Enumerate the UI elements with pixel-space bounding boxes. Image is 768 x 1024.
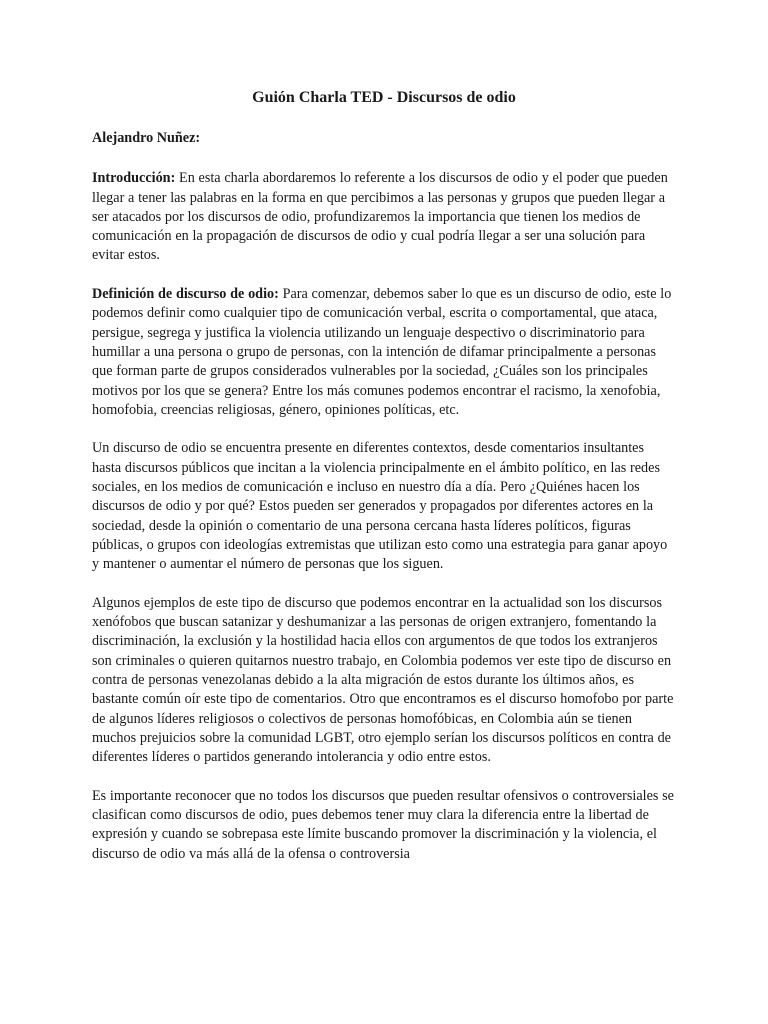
paragraph-lead: Definición de discurso de odio: (92, 286, 279, 303)
paragraph-contextos (92, 439, 676, 574)
paragraph-libertad-expresion (92, 787, 676, 864)
paragraph-text: Un discurso de odio se encuentra presente en diferentes contextos, desde comentarios insultantes hasta discursos públicos que incitan a la violencia principalmente en el ámbito político, en las redes sociales, en los medios de comunicación e incluso en nuestro día a día. Pero ¿Quiénes hacen los discursos de odio y por qué? Estos pueden ser generados y propagados por diferentes actores en la sociedad, desde la opinión o comentario de una persona cercana hasta líderes políticos, figuras públicas, o grupos con ideologías extremistas que utilizan esto como una estrategia para ganar apoyo y mantener o aumentar el número de personas que los siguen. (92, 440, 668, 573)
document-page (92, 88, 676, 883)
paragraph-definicion (92, 285, 676, 420)
paragraph-lead: Introducción: (92, 170, 176, 187)
paragraph-text: Es importante reconocer que no todos los discursos que pueden resultar ofensivos o controversiales se clasifican como discursos de odio, pues debemos tener muy clara la diferencia entre la libertad de expresión y cuando se sobrepasa este límite buscando promover la discriminación y la violencia, el discurso de odio va más allá de la ofensa o controversia (92, 787, 674, 862)
document-title: Guión Charla TED - Discursos de odio (252, 89, 516, 106)
paragraph-text: En esta charla abordaremos lo referente a los discursos de odio y el poder que pueden llegar a tener las palabras en la forma en que percibimos a las personas y grupos que pueden llegar a ser atacados por los discursos de odio, profundizaremos la importancia que tienen los medios de comunicación en la propagación de discursos de odio y cual podría llegar a ser una solución para evitar estos. (92, 170, 668, 264)
paragraph-text: Para comenzar, debemos saber lo que es un discurso de odio, este lo podemos definir como cualquier tipo de comunicación verbal, escrita o comportamental, que ataca, persigue, segrega y justifica la violencia utilizando un lenguaje despectivo o discriminatorio para humillar a una persona o grupo de personas, con la intención de difamar principalmente a personas que forman parte de grupos considerados vulnerables por la sociedad, ¿Cuáles son los principales motivos por los que se genera? Entre los más comunes podemos encontrar el racismo, la xenofobia, homofobia, creencias religiosas, género, opiniones políticas, etc. (92, 286, 672, 418)
author-name: Alejandro Nuñez: (92, 130, 201, 146)
paragraph-text: Algunos ejemplos de este tipo de discurso que podemos encontrar en la actualidad son los discursos xenófobos que buscan satanizar y deshumanizar a las personas de origen extranjero, fomentando la discriminación, la exclusión y la hostilidad hacia ellos con argumentos de que todos los extranjeros son criminales o quieren quitarnos nuestro trabajo, en Colombia podemos ver este tipo de discurso en contra de personas venezolanas debido a la alta migración de estos durante los últimos años, es bastante común oír este tipo de comentarios. Otro que encontramos es el discurso homofobo por parte de algunos líderes religiosos o colectivos de personas homofóbicas, en Colombia aún se tienen muchos prejuicios sobre la comunidad LGBT, otro ejemplo serían los discursos políticos en contra de diferentes líderes o partidos generando intolerancia y odio entre estos. (92, 594, 674, 766)
paragraph-introduccion (92, 169, 676, 265)
paragraph-ejemplos (92, 594, 676, 768)
